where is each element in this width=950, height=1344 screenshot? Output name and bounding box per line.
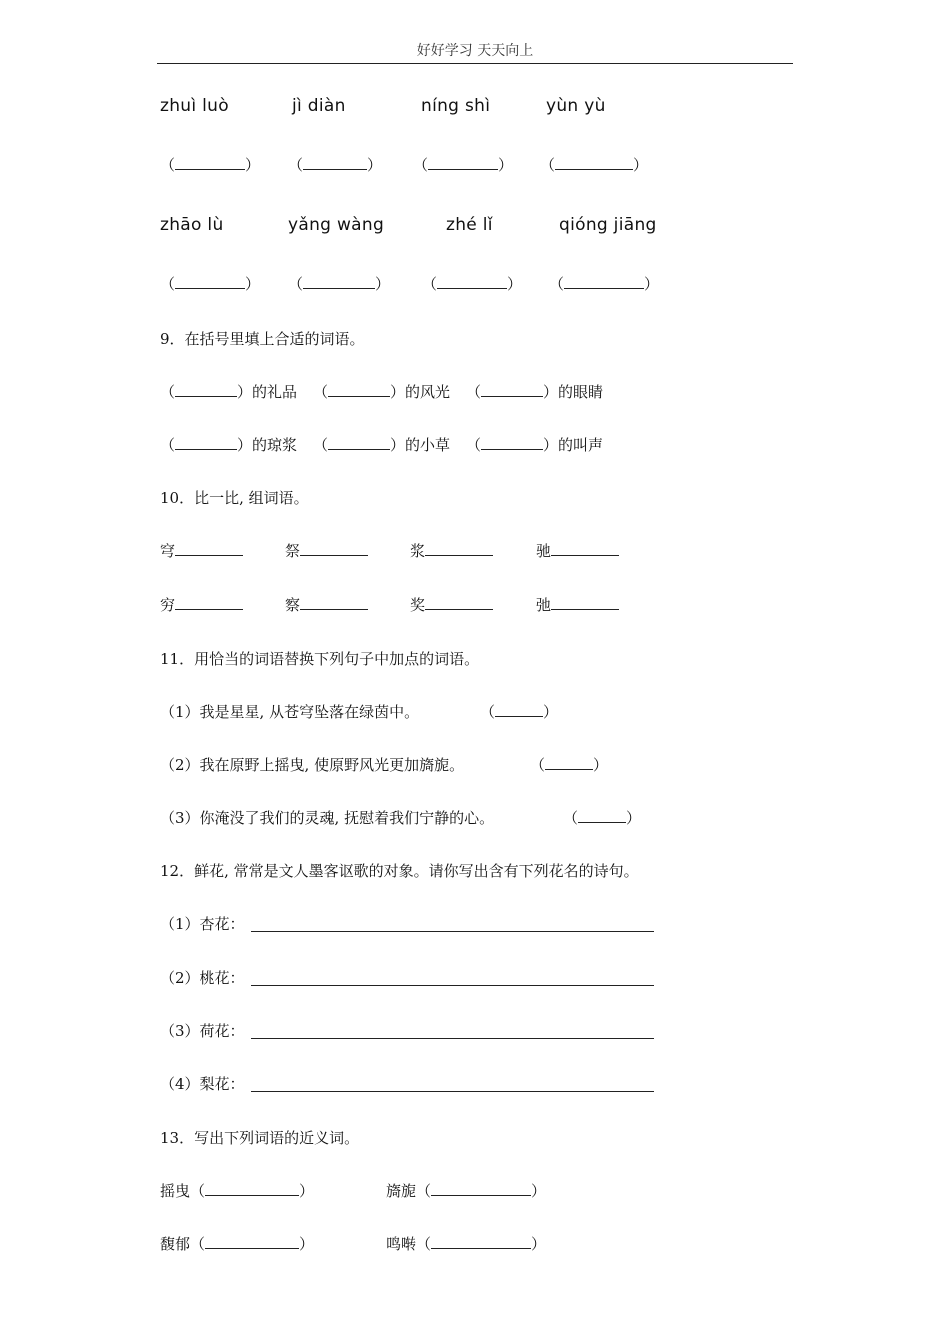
q12-label-3: （3）荷花： [160,1022,245,1040]
q9-item-2[interactable]: （ ）的风光 [313,383,451,401]
q11-sentence-1: （1）我是星星, 从苍穹坠落在绿茵中。 [160,703,420,721]
question-12-title: 12．鲜花, 常常是文人墨客讴歌的对象。请你写出含有下列花名的诗句。 [160,862,639,880]
answer-blank-zhaolu[interactable]: （ ） [160,275,261,293]
q11-answer-2[interactable]: （ ） [530,756,609,774]
page-header: 好好学习 天天向上 [416,43,534,59]
q9-item-3[interactable]: （ ）的眼睛 [466,383,604,401]
answer-blank-zhuiluo[interactable]: （ ） [160,156,261,174]
q12-answer-line-2[interactable] [251,985,654,986]
q12-label-4: （4）梨花： [160,1075,245,1093]
pinyin-ningshi: níng shì [421,96,491,116]
pinyin-qiongjiang: qióng jiāng [559,215,657,235]
q10-char-ji[interactable]: 祭 [285,540,368,561]
pinyin-zhuiluo: zhuì luò [160,96,229,116]
q12-answer-line-3[interactable] [251,1038,654,1039]
q9-item-5[interactable]: （ ）的小草 [313,436,451,454]
pinyin-yunyu: yùn yù [546,96,606,116]
q10-char-chi2[interactable]: 弛 [536,594,619,615]
q13-item-mingzhuan[interactable]: 鸣啭（ ） [386,1235,547,1253]
q12-label-2: （2）桃花： [160,969,245,987]
answer-blank-qiongjiang[interactable]: （ ） [549,275,660,293]
q11-answer-1[interactable]: （ ） [480,703,559,721]
q10-char-qiong1[interactable]: 穹 [160,540,243,561]
q12-answer-line-1[interactable] [251,931,654,932]
answer-blank-yunyu[interactable]: （ ） [540,156,649,174]
q11-sentence-3: （3）你淹没了我们的灵魂, 抚慰着我们宁静的心。 [160,809,495,827]
q10-char-cha[interactable]: 察 [285,594,368,615]
question-11-title: 11．用恰当的词语替换下列句子中加点的词语。 [160,650,480,668]
pinyin-yangwang: yǎng wàng [288,215,385,235]
q11-answer-3[interactable]: （ ） [563,809,642,827]
q9-item-4[interactable]: （ ）的琼浆 [160,436,298,454]
pinyin-zhaolu: zhāo lù [160,215,224,235]
question-10-title: 10．比一比, 组词语。 [160,489,309,507]
answer-blank-jidian[interactable]: （ ） [288,156,383,174]
question-9-title: 9．在括号里填上合适的词语。 [160,330,365,348]
pinyin-jidian: jì diàn [292,96,346,116]
answer-blank-yangwang[interactable]: （ ） [288,275,391,293]
q9-item-6[interactable]: （ ）的叫声 [466,436,604,454]
question-13-title: 13．写出下列词语的近义词。 [160,1129,360,1147]
q10-char-jiang2[interactable]: 奖 [410,594,493,615]
q9-item-1[interactable]: （ ）的礼品 [160,383,298,401]
q11-sentence-2: （2）我在原野上摇曳, 使原野风光更加旖旎。 [160,756,465,774]
q13-item-fuyu[interactable]: 馥郁（ ） [160,1235,315,1253]
answer-blank-zheli[interactable]: （ ） [422,275,523,293]
q10-char-jiang1[interactable]: 浆 [410,540,493,561]
q10-char-chi1[interactable]: 驰 [536,540,619,561]
q13-item-yini[interactable]: 旖旎（ ） [386,1182,547,1200]
q12-label-1: （1）杏花： [160,915,245,933]
q12-answer-line-4[interactable] [251,1091,654,1092]
answer-blank-ningshi[interactable]: （ ） [413,156,514,174]
q13-item-yaoye[interactable]: 摇曳（ ） [160,1182,315,1200]
q10-char-qiong2[interactable]: 穷 [160,594,243,615]
header-rule [157,63,793,64]
pinyin-zheli: zhé lǐ [446,215,493,235]
